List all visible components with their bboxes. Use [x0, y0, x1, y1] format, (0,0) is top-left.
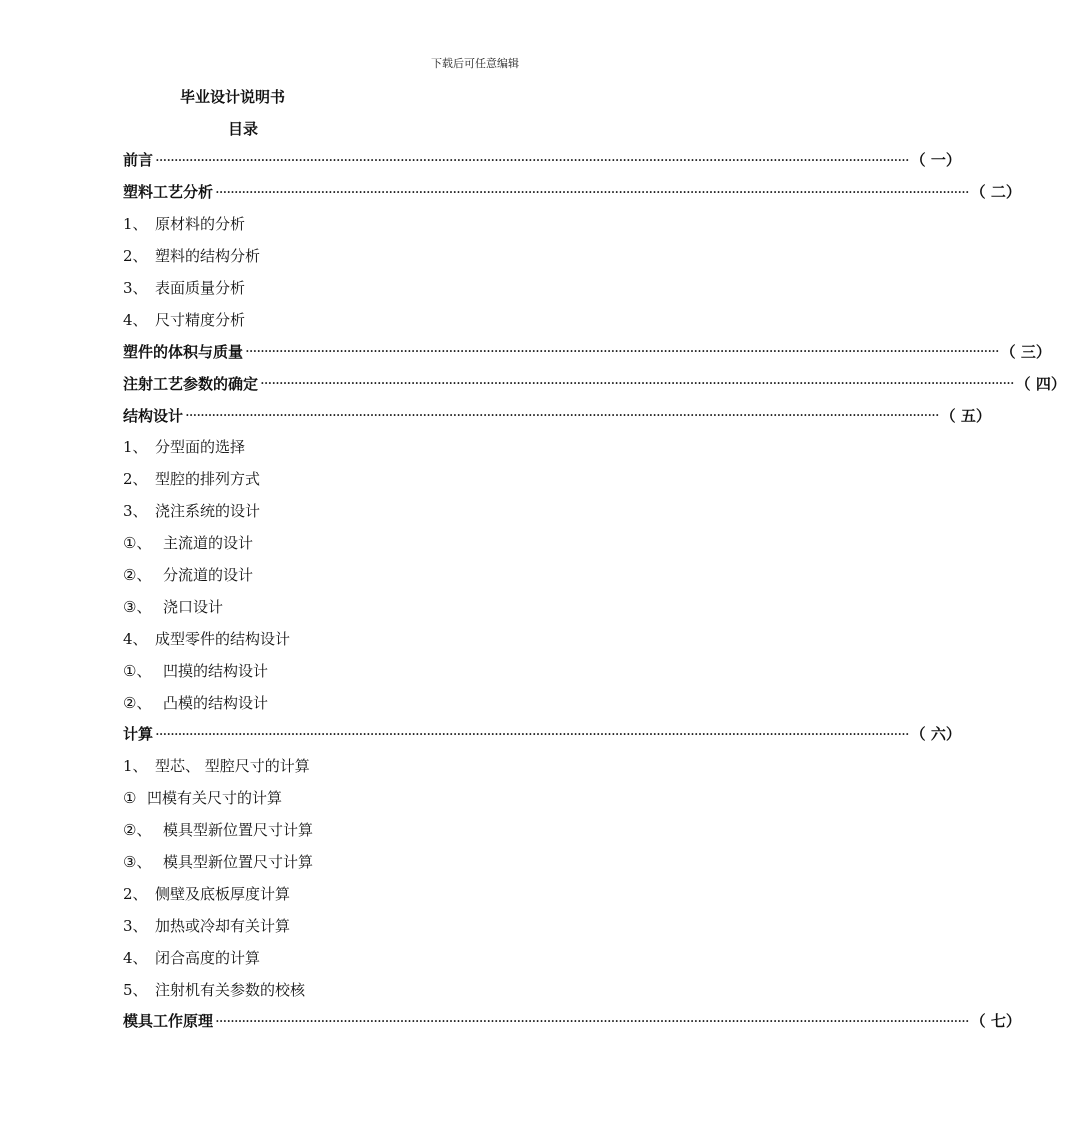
toc-subsection-entry — [123, 973, 483, 1005]
toc-heading: 目录 — [228, 120, 259, 138]
toc-entry-label: 表面质量分析 — [155, 279, 246, 297]
toc-dot-leader: ········································································································································································································ — [155, 724, 909, 743]
toc-entry-number: 3、 — [123, 916, 148, 935]
toc-entry-label: 加热或冷却有关计算 — [155, 916, 291, 935]
toc-entry-number: ③、 — [123, 853, 152, 872]
toc-page-ref: （ 一） — [910, 151, 961, 170]
toc-entry-label: 闭合高度的计算 — [155, 948, 261, 967]
toc-subsection-entry — [123, 240, 483, 272]
toc-entry-number: 2、 — [123, 470, 148, 489]
toc-page-ref: （ 四） — [1015, 374, 1066, 393]
toc-subsection-entry — [123, 654, 483, 686]
toc-entry-label: 模具工作原理 — [123, 1012, 214, 1031]
toc-section-entry — [123, 399, 991, 431]
toc-section-entry — [123, 335, 1051, 367]
toc-entry-label: 浇口设计 — [163, 597, 224, 616]
toc-subsection-entry — [123, 208, 483, 240]
toc-page-ref: （ 五） — [940, 406, 991, 425]
toc-entry-number: 1、 — [123, 438, 148, 457]
toc-entry-label: 侧壁及底板厚度计算 — [155, 884, 291, 903]
toc-entry-label: 分型面的选择 — [155, 438, 246, 457]
toc-dot-leader: ········································································································································································································ — [215, 182, 969, 201]
toc-entry-label: 主流道的设计 — [163, 534, 254, 553]
toc-subsection-entry — [123, 877, 483, 909]
toc-entry-label: 成型零件的结构设计 — [155, 629, 291, 648]
toc-entry-number: ③、 — [123, 597, 152, 616]
toc-dot-leader: ········································································································································································································ — [185, 406, 939, 425]
toc-section-entry — [123, 144, 961, 176]
toc-subsection-entry — [123, 846, 483, 878]
toc-entry-number: 3、 — [123, 502, 148, 521]
toc-subsection-entry — [123, 814, 483, 846]
toc-dot-leader: ········································································································································································································ — [215, 1011, 969, 1030]
toc-entry-label: 注射工艺参数的确定 — [123, 374, 259, 393]
document-title: 毕业设计说明书 — [180, 88, 286, 106]
toc-page-ref: （ 三） — [1000, 342, 1051, 361]
toc-entry-number: ②、 — [123, 693, 152, 712]
toc-subsection-entry — [123, 431, 483, 463]
toc-entry-number: ①、 — [123, 534, 152, 553]
toc-dot-leader: ········································································································································································································ — [155, 150, 909, 169]
toc-entry-label: 凸模的结构设计 — [163, 693, 269, 712]
toc-entry-label: 模具型新位置尺寸计算 — [163, 853, 314, 872]
toc-section-entry — [123, 367, 1066, 399]
toc-section-entry — [123, 718, 961, 750]
toc-entry-label: 凹模有关尺寸的计算 — [147, 789, 283, 808]
toc-subsection-entry — [123, 272, 483, 304]
toc-entry-label: 塑料的结构分析 — [155, 247, 261, 266]
toc-section-entry — [123, 176, 1021, 208]
toc-entry-label: 原材料的分析 — [155, 215, 246, 234]
toc-subsection-entry — [123, 559, 483, 591]
toc-subsection-entry — [123, 590, 483, 622]
toc-entry-number: 1、 — [123, 757, 148, 776]
toc-entry-label: 塑件的体积与质量 — [123, 342, 244, 361]
toc-subsection-entry — [123, 686, 483, 718]
toc-entry-label: 计算 — [123, 725, 154, 744]
toc-entry-label: 型腔的排列方式 — [155, 470, 261, 489]
toc-entry-label: 塑料工艺分析 — [123, 183, 214, 202]
toc-entry-label: 型芯、 型腔尺寸的计算 — [155, 757, 310, 776]
toc-entry-number: ① — [123, 788, 137, 807]
toc-entry-label: 模具型新位置尺寸计算 — [163, 821, 314, 840]
toc-subsection-entry — [123, 941, 483, 973]
toc-entry-number: 4、 — [123, 310, 148, 329]
table-of-contents — [123, 144, 1066, 1037]
toc-entry-number: ②、 — [123, 566, 152, 585]
toc-entry-label: 浇注系统的设计 — [155, 502, 261, 521]
toc-entry-label: 前言 — [123, 151, 154, 170]
toc-entry-number: 2、 — [123, 884, 148, 903]
toc-entry-number: 5、 — [123, 980, 148, 999]
toc-entry-number: 4、 — [123, 948, 148, 967]
toc-subsection-entry — [123, 463, 483, 495]
toc-entry-number: 2、 — [123, 247, 148, 266]
toc-dot-leader: ········································································································································································································ — [260, 374, 1014, 393]
toc-subsection-entry — [123, 495, 483, 527]
toc-subsection-entry — [123, 527, 483, 559]
toc-entry-number: 1、 — [123, 215, 148, 234]
toc-entry-label: 分流道的设计 — [163, 566, 254, 585]
toc-dot-leader: ········································································································································································································ — [245, 342, 999, 361]
toc-entry-label: 凹摸的结构设计 — [163, 661, 269, 680]
toc-subsection-entry — [123, 909, 483, 941]
toc-entry-number: ②、 — [123, 821, 152, 840]
toc-entry-number: 3、 — [123, 279, 148, 297]
toc-page-ref: （ 二） — [970, 183, 1021, 202]
toc-entry-number: 4、 — [123, 629, 148, 648]
toc-subsection-entry — [123, 622, 483, 654]
toc-section-entry — [123, 1005, 1021, 1037]
toc-page-ref: （ 六） — [910, 725, 961, 744]
toc-subsection-entry — [123, 750, 483, 782]
toc-subsection-entry — [123, 782, 483, 814]
toc-page-ref: （ 七） — [970, 1012, 1021, 1031]
toc-entry-number: ①、 — [123, 661, 152, 680]
toc-entry-label: 尺寸精度分析 — [155, 310, 246, 329]
toc-entry-label: 结构设计 — [123, 406, 184, 425]
page-header-note: 下载后可任意编辑 — [431, 57, 519, 70]
toc-entry-label: 注射机有关参数的校核 — [155, 980, 306, 999]
toc-subsection-entry — [123, 303, 483, 335]
